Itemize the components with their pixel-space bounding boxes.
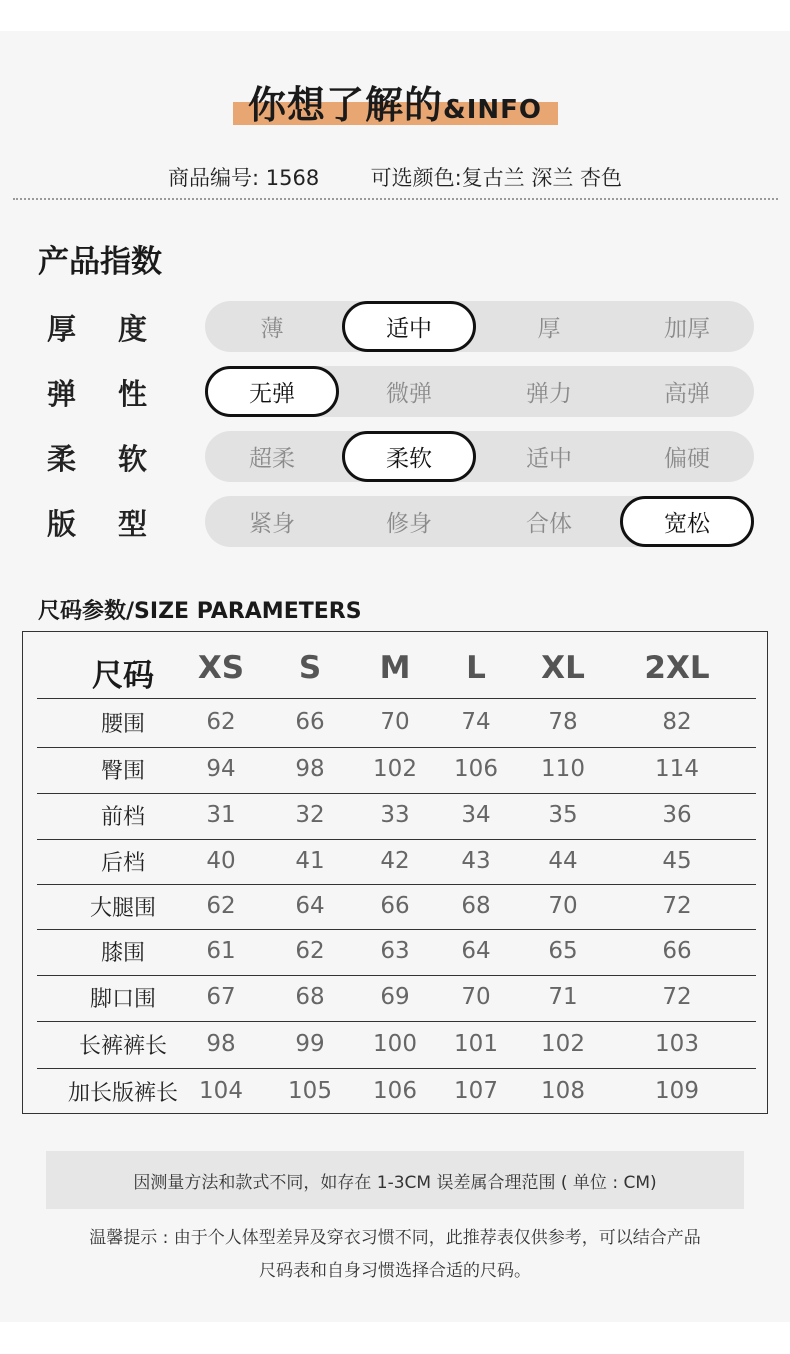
tips xyxy=(60,1222,730,1288)
page-title xyxy=(0,74,790,129)
index-label-char: 软 xyxy=(117,442,147,476)
size-cell: 68 xyxy=(295,984,325,1010)
size-cell: 102 xyxy=(373,756,417,782)
size-cell: 110 xyxy=(541,756,585,782)
index-option[interactable]: 合体 xyxy=(526,511,572,537)
size-header: L xyxy=(466,650,486,686)
size-cell: 35 xyxy=(548,802,578,828)
table-divider xyxy=(37,839,756,840)
index-row xyxy=(0,366,790,418)
index-option-selected[interactable]: 无弹 xyxy=(205,366,339,417)
index-row xyxy=(0,301,790,353)
index-row-label xyxy=(47,502,147,543)
size-cell: 42 xyxy=(380,848,410,874)
index-option-selected[interactable]: 适中 xyxy=(342,301,476,352)
measurement-note-text: 因测量方法和款式不同，如存在 1-3CM 误差属合理范围 ( 单位 : CM) xyxy=(133,1172,657,1193)
product-meta xyxy=(0,162,790,192)
size-cell: 102 xyxy=(541,1031,585,1057)
size-cell: 69 xyxy=(380,984,410,1010)
size-cell: 31 xyxy=(206,802,236,828)
index-option[interactable]: 紧身 xyxy=(249,511,295,537)
index-row xyxy=(0,496,790,548)
index-label-char: 弹 xyxy=(47,377,77,411)
size-row-label: 膝围 xyxy=(100,941,146,966)
index-row-label xyxy=(47,437,147,478)
size-table xyxy=(22,631,768,1114)
table-divider xyxy=(37,884,756,885)
size-cell: 40 xyxy=(206,848,236,874)
size-cell: 32 xyxy=(295,802,325,828)
size-row-label: 长裤裤长 xyxy=(78,1034,168,1059)
size-cell: 63 xyxy=(380,938,410,964)
index-option-track xyxy=(205,301,754,352)
colors-label: 可选颜色: xyxy=(370,166,462,190)
size-cell: 104 xyxy=(199,1078,243,1104)
size-cell: 66 xyxy=(295,709,325,735)
size-cell: 72 xyxy=(662,893,692,919)
size-cell: 68 xyxy=(461,893,491,919)
index-label-char: 柔 xyxy=(47,442,77,476)
size-cell: 70 xyxy=(461,984,491,1010)
size-cell: 72 xyxy=(662,984,692,1010)
table-divider xyxy=(37,698,756,699)
size-header: XL xyxy=(541,650,585,686)
index-label-char: 版 xyxy=(47,507,77,541)
size-cell: 62 xyxy=(206,893,236,919)
size-cell: 100 xyxy=(373,1031,417,1057)
size-row-label: 脚口围 xyxy=(89,987,157,1012)
size-row-label: 腰围 xyxy=(100,712,146,737)
size-cell: 71 xyxy=(548,984,578,1010)
size-header: 2XL xyxy=(644,650,710,686)
size-row-label: 加长版裤长 xyxy=(67,1081,179,1106)
index-option[interactable]: 弹力 xyxy=(526,381,572,407)
size-cell: 78 xyxy=(548,709,578,735)
size-cell: 106 xyxy=(454,756,498,782)
size-cell: 107 xyxy=(454,1078,498,1104)
product-index-title: 产品指数 xyxy=(38,244,162,280)
index-option[interactable]: 薄 xyxy=(260,316,284,342)
size-cell: 106 xyxy=(373,1078,417,1104)
index-option[interactable]: 适中 xyxy=(526,446,572,472)
measurement-note xyxy=(46,1151,744,1209)
index-row-label xyxy=(47,307,147,348)
table-divider xyxy=(37,793,756,794)
size-cell: 70 xyxy=(380,709,410,735)
size-cell: 99 xyxy=(295,1031,325,1057)
item-no: 1568 xyxy=(265,166,320,190)
size-table-title: 尺码参数/SIZE PARAMETERS xyxy=(38,599,362,624)
item-no-label: 商品编号: xyxy=(167,166,260,190)
index-label-char: 度 xyxy=(117,312,147,346)
dotted-divider xyxy=(13,198,778,200)
size-cell: 94 xyxy=(206,756,236,782)
size-header: M xyxy=(379,650,411,686)
table-divider xyxy=(37,1068,756,1069)
index-row xyxy=(0,431,790,483)
size-cell: 45 xyxy=(662,848,692,874)
size-cell: 82 xyxy=(662,709,692,735)
index-label-char: 厚 xyxy=(47,312,77,346)
size-row-label: 臀围 xyxy=(100,759,146,784)
size-cell: 36 xyxy=(662,802,692,828)
size-cell: 65 xyxy=(548,938,578,964)
size-cell: 105 xyxy=(288,1078,332,1104)
size-cell: 98 xyxy=(295,756,325,782)
size-cell: 44 xyxy=(548,848,578,874)
size-cell: 74 xyxy=(461,709,491,735)
size-cell: 43 xyxy=(461,848,491,874)
index-option-selected[interactable]: 柔软 xyxy=(342,431,476,482)
size-cell: 101 xyxy=(454,1031,498,1057)
title-cn: 你想了解的 xyxy=(248,83,444,127)
size-cell: 109 xyxy=(655,1078,699,1104)
colors-value: 复古兰 深兰 杏色 xyxy=(461,166,623,190)
index-option-track xyxy=(205,366,754,417)
index-option[interactable]: 微弹 xyxy=(386,381,432,407)
index-row-label xyxy=(47,372,147,413)
index-option[interactable]: 超柔 xyxy=(249,446,295,472)
size-cell: 61 xyxy=(206,938,236,964)
size-cell: 103 xyxy=(655,1031,699,1057)
table-divider xyxy=(37,975,756,976)
size-cell: 62 xyxy=(206,709,236,735)
size-cell: 64 xyxy=(295,893,325,919)
size-row-label: 前档 xyxy=(100,805,146,830)
size-cell: 66 xyxy=(662,938,692,964)
tip-line-2: 尺码表和自身习惯选择合适的尺码。 xyxy=(259,1261,531,1281)
index-option[interactable]: 厚 xyxy=(537,316,561,342)
index-option-track xyxy=(205,431,754,482)
size-cell: 70 xyxy=(548,893,578,919)
index-option[interactable]: 加厚 xyxy=(664,316,710,342)
size-cell: 34 xyxy=(461,802,491,828)
size-row-label: 大腿围 xyxy=(89,896,157,921)
size-cell: 62 xyxy=(295,938,325,964)
index-option[interactable]: 偏硬 xyxy=(664,446,710,472)
size-cell: 41 xyxy=(295,848,325,874)
table-divider xyxy=(37,1021,756,1022)
index-option[interactable]: 高弹 xyxy=(664,381,710,407)
size-cell: 64 xyxy=(461,938,491,964)
size-cell: 98 xyxy=(206,1031,236,1057)
size-cell: 66 xyxy=(380,893,410,919)
size-row-label: 后档 xyxy=(100,851,146,876)
size-header-label: 尺码 xyxy=(92,658,154,694)
table-divider xyxy=(37,929,756,930)
index-option-selected[interactable]: 宽松 xyxy=(620,496,754,547)
index-label-char: 型 xyxy=(117,507,147,541)
size-cell: 33 xyxy=(380,802,410,828)
index-label-char: 性 xyxy=(117,377,147,411)
size-header: S xyxy=(298,650,322,686)
index-option-track xyxy=(205,496,754,547)
size-cell: 108 xyxy=(541,1078,585,1104)
size-header: XS xyxy=(197,650,245,686)
tip-line-1: 温馨提示 : 由于个人体型差异及穿衣习惯不同，此推荐表仅供参考，可以结合产品 xyxy=(89,1228,701,1248)
size-cell: 67 xyxy=(206,984,236,1010)
size-cell: 114 xyxy=(655,756,699,782)
title-en: &INFO xyxy=(443,95,542,125)
table-divider xyxy=(37,747,756,748)
index-option[interactable]: 修身 xyxy=(386,511,432,537)
